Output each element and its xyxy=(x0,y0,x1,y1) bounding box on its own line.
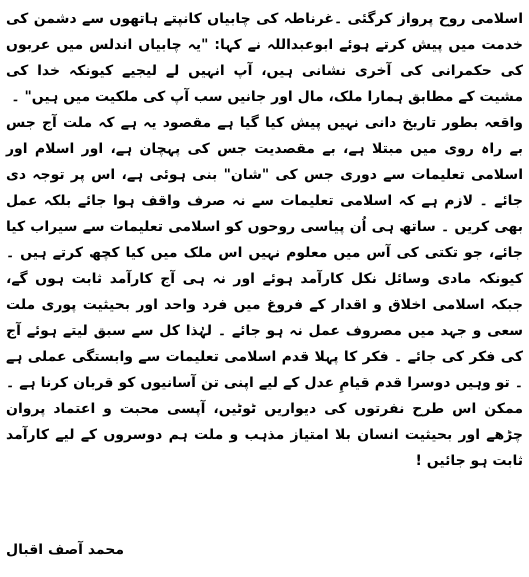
author-signature: محمد آصف اقبال xyxy=(6,542,125,558)
article-body xyxy=(6,6,523,474)
paragraph-2: واقعہ بطور تاریخ دانی نہیں پیش کیا گیا ہے مقصود یہ ہے کہ ملت آج جس بے راہ روی میں مبتلا ہے، بے مقصدیت جس کی پہچان ہے، اور اسلام اور اسلامی تعلیمات سے دوری جس کی "شان" بنی ہوئی ہے، اس پر توجہ دی جائے ۔ لازم ہے کہ اسلامی تعلیمات سے نہ صرف واقف ہوا جائے بلکہ عمل بھی کریں ۔ ساتھ ہی اُن پیاسی روحوں کو اسلامی تعلیمات سے سیراب کیا جائے، جو تکتی کی آس میں معلوم نہیں اس ملک میں کیا کچھ کرتے ہیں ۔ کیونکہ مادی وسائل نکل کارآمد ہوئے اور نہ ہی آج کارآمد ثابت ہوں گے، جبکہ اسلامی اخلاق و اقدار کے فروغ میں فرد واحد اور بحیثیت پوری ملت سعی و جہد میں مصروف عمل نہ ہو جائے ۔ لہٰذا کل سے سبق لیتے ہوئے آج کی فکر کی جائے ۔ فکر کا پہلا قدم اسلامی تعلیمات سے وابستگی عملی ہے ۔ تو وہیں دوسرا قدم قیامِ عدل کے لیے اپنی تن آسانیوں کو قربان کرنا ہے ۔ ممکن اس طرح نفرتوں کی دیواریں ٹوٹیں، آپسی محبت و اعتماد پروان چڑھے اور بحیثیت انسان بلا امتیاز مذہب و ملت ہم دوسروں کے لیے کارآمد ثابت ہو جائیں ! xyxy=(6,115,523,469)
paragraph-1: اسلامی روح پرواز کرگئی ۔غرناطہ کی چابیاں کانپتے ہاتھوں سے دشمن کی خدمت میں پیش کرتے ہوئے ابوعبداللہ نے کہا: "یہ چابیاں اندلس میں عربوں کی حکمرانی کی آخری نشانی ہیں، آپ انہیں لے لیجیے کیونکہ خدا کی مشیت کے مطابق ہمارا ملک، مال اور جانیں سب آپ کی ملکیت میں ہیں" ۔ xyxy=(6,11,523,105)
article-page xyxy=(6,6,523,571)
